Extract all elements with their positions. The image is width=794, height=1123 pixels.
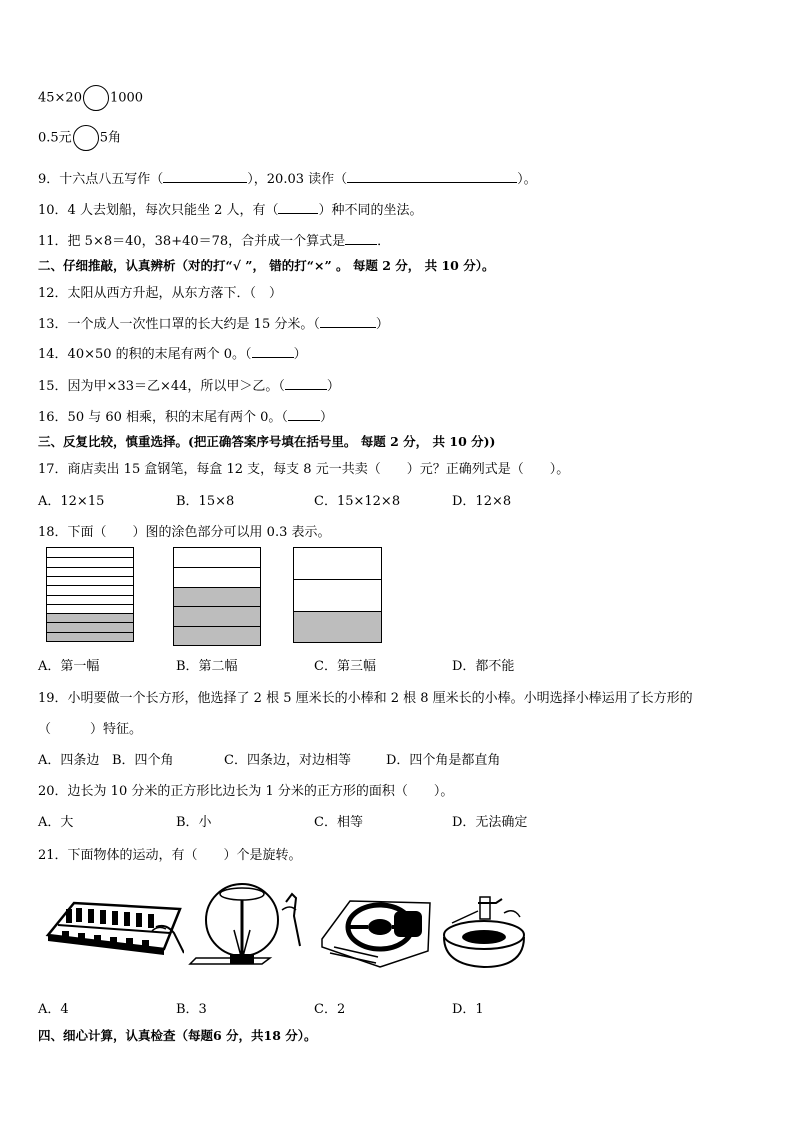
q16-blank[interactable] — [288, 408, 320, 421]
q9-blank-2[interactable] — [347, 170, 517, 183]
q18-figure-1-shaded-part — [47, 632, 133, 641]
compare-2 — [38, 125, 121, 151]
q18-figure-2 — [173, 547, 261, 646]
question-13 — [38, 313, 389, 332]
q18-figure-3-shaded-part — [294, 611, 381, 642]
question-12: 12．太阳从西方升起，从东方落下．（ ） — [38, 286, 283, 301]
q13-text-b: ） — [375, 317, 389, 332]
question-21-stem: 21．下面物体的运动，有（ ）个是旋转。 — [38, 848, 302, 863]
q20-option-c[interactable]: C．相等 — [314, 815, 363, 830]
compare-2-left: 0.5元 — [38, 130, 72, 146]
q17-option-c[interactable]: C．15×12×8 — [314, 494, 401, 509]
q18-figure-1 — [46, 547, 134, 642]
q20-option-b[interactable]: B．小 — [176, 815, 212, 830]
q15-blank[interactable] — [285, 377, 327, 390]
q18-figure-1-divider — [47, 585, 133, 586]
question-19-stem-2: （ ）特征。 — [38, 722, 143, 737]
q18-figure-2-shaded-part — [174, 587, 260, 606]
steering-wheel-icon — [320, 893, 432, 969]
q15-text-a: 15．因为甲×33＝乙×44，所以甲＞乙。（ — [38, 379, 285, 394]
faucet-icon — [438, 893, 528, 973]
q18-figure-2-divider — [174, 567, 260, 568]
question-20-stem: 20．边长为 10 分米的正方形比边长为 1 分米的正方形的面积（ ）。 — [38, 784, 454, 799]
q16-text-a: 16．50 与 60 相乘，积的末尾有两个 0。（ — [38, 410, 288, 425]
q21-option-b[interactable]: B．3 — [176, 1002, 207, 1017]
q18-figure-1-divider — [47, 613, 133, 614]
q18-figure-3-divider — [294, 611, 381, 612]
q18-figure-1-divider — [47, 557, 133, 558]
abacus-icon — [44, 895, 184, 967]
q17-option-d[interactable]: D．12×8 — [452, 494, 512, 509]
section-2-heading: 二、仔细推敲，认真辨析（对的打“√ ”， 错的打“×” 。 每题 2 分， 共 10 分）。 — [38, 258, 495, 273]
q19-option-a[interactable]: A．四条边 — [38, 753, 100, 768]
q18-option-c[interactable]: C．第三幅 — [314, 659, 376, 674]
q20-option-a[interactable]: A．大 — [38, 815, 74, 830]
q18-figure-1-divider — [47, 604, 133, 605]
question-16 — [38, 406, 333, 425]
q18-figure-1-divider — [47, 632, 133, 633]
q9-text-c: ）。 — [517, 172, 537, 187]
q17-option-b[interactable]: B．15×8 — [176, 494, 235, 509]
question-15 — [38, 375, 340, 394]
q13-blank[interactable] — [320, 315, 376, 328]
q18-figure-2-divider — [174, 587, 260, 588]
q18-option-a[interactable]: A．第一幅 — [38, 659, 100, 674]
q9-text-a: 9．十六点八五写作（ — [38, 172, 164, 187]
q10-text-b: ）种不同的坐法。 — [318, 203, 423, 218]
q21-option-c[interactable]: C．2 — [314, 1002, 346, 1017]
q18-figure-1-shaded-part — [47, 622, 133, 631]
q19-option-c[interactable]: C．四条边，对边相等 — [224, 753, 351, 768]
q18-figure-2-divider — [174, 606, 260, 607]
q15-text-b: ） — [326, 379, 340, 394]
compare-1-circle[interactable] — [83, 85, 109, 111]
q11-text-a: 11．把 5×8＝40，38+40＝78，合并成一个算式是 — [38, 234, 346, 249]
compare-1-left: 45×20 — [38, 90, 82, 106]
question-14 — [38, 343, 307, 362]
q18-figure-1-divider — [47, 576, 133, 577]
section-4-heading: 四、细心计算，认真检查（每题6 分，共18 分）。 — [38, 1028, 317, 1043]
question-18-stem: 18．下面（ ）图的涂色部分可以用 0.3 表示。 — [38, 525, 331, 540]
q9-text-b: ），20.03 读作（ — [247, 172, 348, 187]
q19-option-d[interactable]: D．四个角是都直角 — [386, 753, 501, 768]
q14-text-a: 14．40×50 的积的末尾有两个 0。（ — [38, 347, 252, 362]
q18-figure-1-divider — [47, 567, 133, 568]
q13-text-a: 13．一个成人一次性口罩的长大约是 15 分米。（ — [38, 317, 320, 332]
q9-blank-1[interactable] — [163, 170, 247, 183]
section-3-heading: 三、反复比较，慎重选择。(把正确答案序号填在括号里。 每题 2 分， 共 10 分)) — [38, 434, 496, 449]
compare-2-circle[interactable] — [73, 125, 99, 151]
globe-icon — [186, 880, 316, 972]
q11-text-b: ． — [377, 234, 391, 249]
q11-blank[interactable] — [345, 232, 377, 245]
compare-2-right: 5角 — [99, 130, 121, 146]
q10-text-a: 10．4 人去划船，每次只能坐 2 人，有（ — [38, 203, 279, 218]
q20-option-d[interactable]: D．无法确定 — [452, 815, 528, 830]
question-11 — [38, 230, 390, 249]
q14-blank[interactable] — [252, 345, 294, 358]
q18-figure-1-divider — [47, 595, 133, 596]
q18-figure-2-shaded-part — [174, 606, 260, 625]
q14-text-b: ） — [293, 347, 307, 362]
q18-option-b[interactable]: B．第二幅 — [176, 659, 238, 674]
q18-figure-1-divider — [47, 622, 133, 623]
question-19-stem: 19．小明要做一个长方形，他选择了 2 根 5 厘米长的小棒和 2 根 8 厘米长的小棒。小明选择小棒运用了长方形的 — [38, 691, 693, 706]
q17-option-a[interactable]: A．12×15 — [38, 494, 105, 509]
question-17-stem: 17．商店卖出 15 盒钢笔，每盒 12 支，每支 8 元一共卖（ ）元？正确列式是（ ）。 — [38, 462, 570, 477]
compare-1-right: 1000 — [109, 90, 144, 106]
question-10 — [38, 199, 423, 218]
question-9 — [38, 168, 537, 187]
q10-blank[interactable] — [278, 201, 318, 214]
compare-1 — [38, 85, 143, 111]
q21-option-d[interactable]: D．1 — [452, 1002, 484, 1017]
q18-figure-3-divider — [294, 579, 381, 580]
q19-option-b[interactable]: B．四个角 — [112, 753, 174, 768]
q18-figure-1-shaded-part — [47, 613, 133, 622]
q16-text-b: ） — [319, 410, 333, 425]
q21-option-a[interactable]: A．4 — [38, 1002, 69, 1017]
q18-figure-2-shaded-part — [174, 626, 260, 645]
q18-figure-3 — [293, 547, 382, 643]
q18-option-d[interactable]: D．都不能 — [452, 659, 515, 674]
q18-figure-2-divider — [174, 626, 260, 627]
